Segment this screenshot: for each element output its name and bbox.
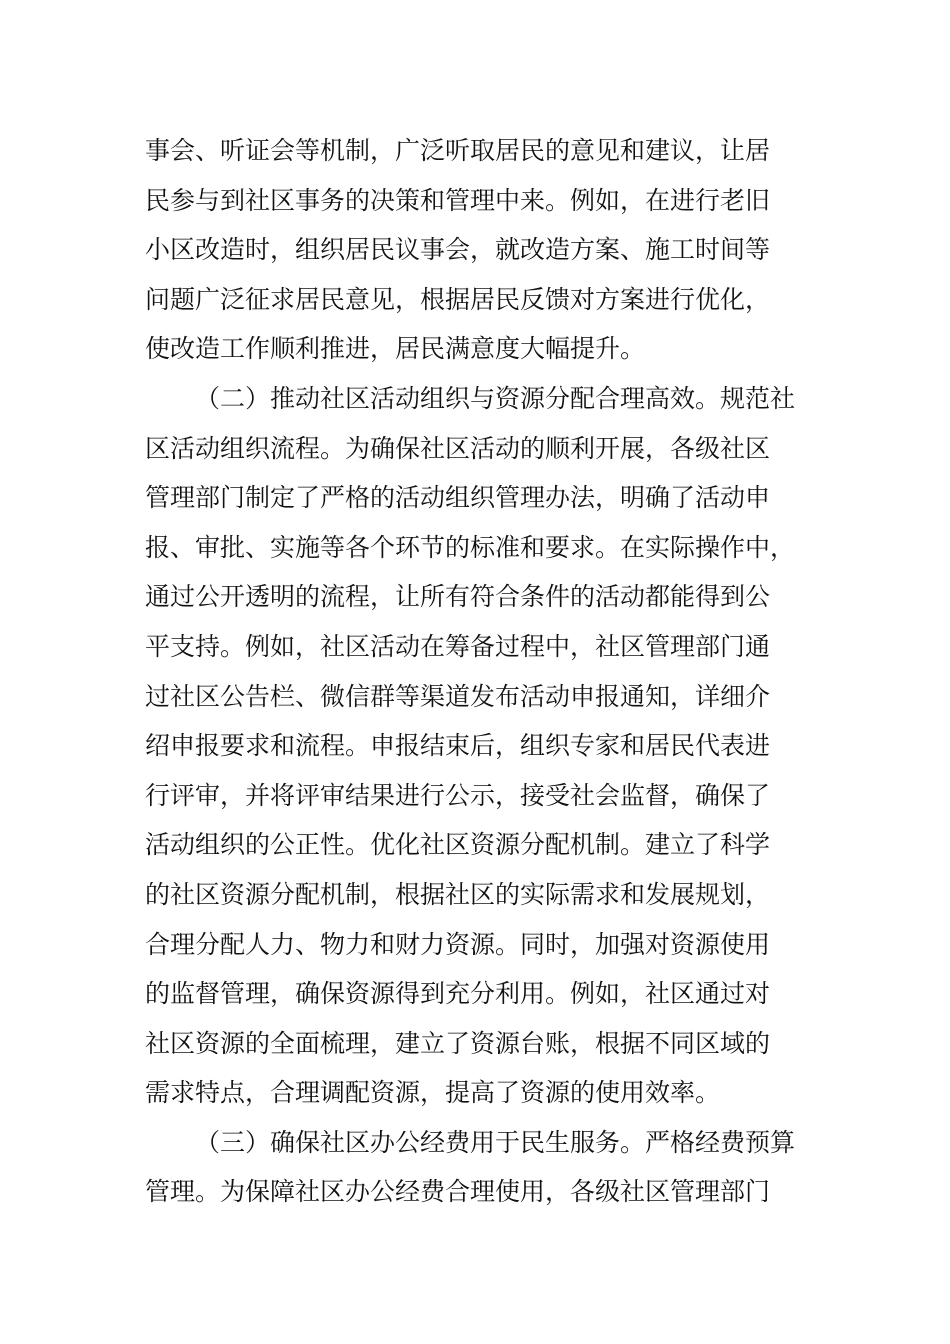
text-line: 使改造工作顺利推进，居民满意度大幅提升。 [145, 334, 646, 364]
text-line: 管理。为保障社区办公经费合理使用，各级社区管理部门 [145, 1177, 771, 1207]
text-line: 小区改造时，组织居民议事会，就改造方案、施工时间等 [145, 235, 771, 265]
text-line: 活动组织的公正性。优化社区资源分配机制。建立了科学 [145, 830, 771, 860]
text-line: 管理部门制定了严格的活动组织管理办法，明确了活动申 [145, 483, 771, 513]
text-line: 的社区资源分配机制，根据社区的实际需求和发展规划， [145, 879, 771, 909]
text-line: 绍申报要求和流程。申报结束后，组织专家和居民代表进 [145, 731, 771, 761]
text-line: 行评审，并将评审结果进行公示，接受社会监督，确保了 [145, 780, 771, 810]
text-line: 社区资源的全面梳理，建立了资源台账，根据不同区域的 [145, 1028, 771, 1058]
section-heading-line: （三）确保社区办公经费用于民生服务。严格经费预算 [195, 1127, 796, 1157]
text-line: 平支持。例如，社区活动在筹备过程中，社区管理部门通 [145, 631, 771, 661]
text-line: 通过公开透明的流程，让所有符合条件的活动都能得到公 [145, 582, 771, 612]
text-line: 报、审批、实施等各个环节的标准和要求。在实际操作中， [145, 532, 796, 562]
text-line: 合理分配人力、物力和财力资源。同时，加强对资源使用 [145, 929, 771, 959]
text-line: 事会、听证会等机制，广泛听取居民的意见和建议，让居 [145, 136, 771, 165]
text-line: 问题广泛征求居民意见，根据居民反馈对方案进行优化， [145, 284, 771, 314]
text-line: 需求特点，合理调配资源，提高了资源的使用效率。 [145, 1078, 721, 1108]
body-text [145, 126, 815, 1217]
text-line: 过社区公告栏、微信群等渠道发布活动申报通知，详细介 [145, 681, 771, 711]
section-heading-line: （二）推动社区活动组织与资源分配合理高效。规范社 [195, 383, 796, 413]
text-line: 区活动组织流程。为确保社区活动的顺利开展，各级社区 [145, 433, 771, 463]
text-line: 的监督管理，确保资源得到充分利用。例如，社区通过对 [145, 979, 771, 1009]
text-line: 民参与到社区事务的决策和管理中来。例如，在进行老旧 [145, 185, 771, 215]
